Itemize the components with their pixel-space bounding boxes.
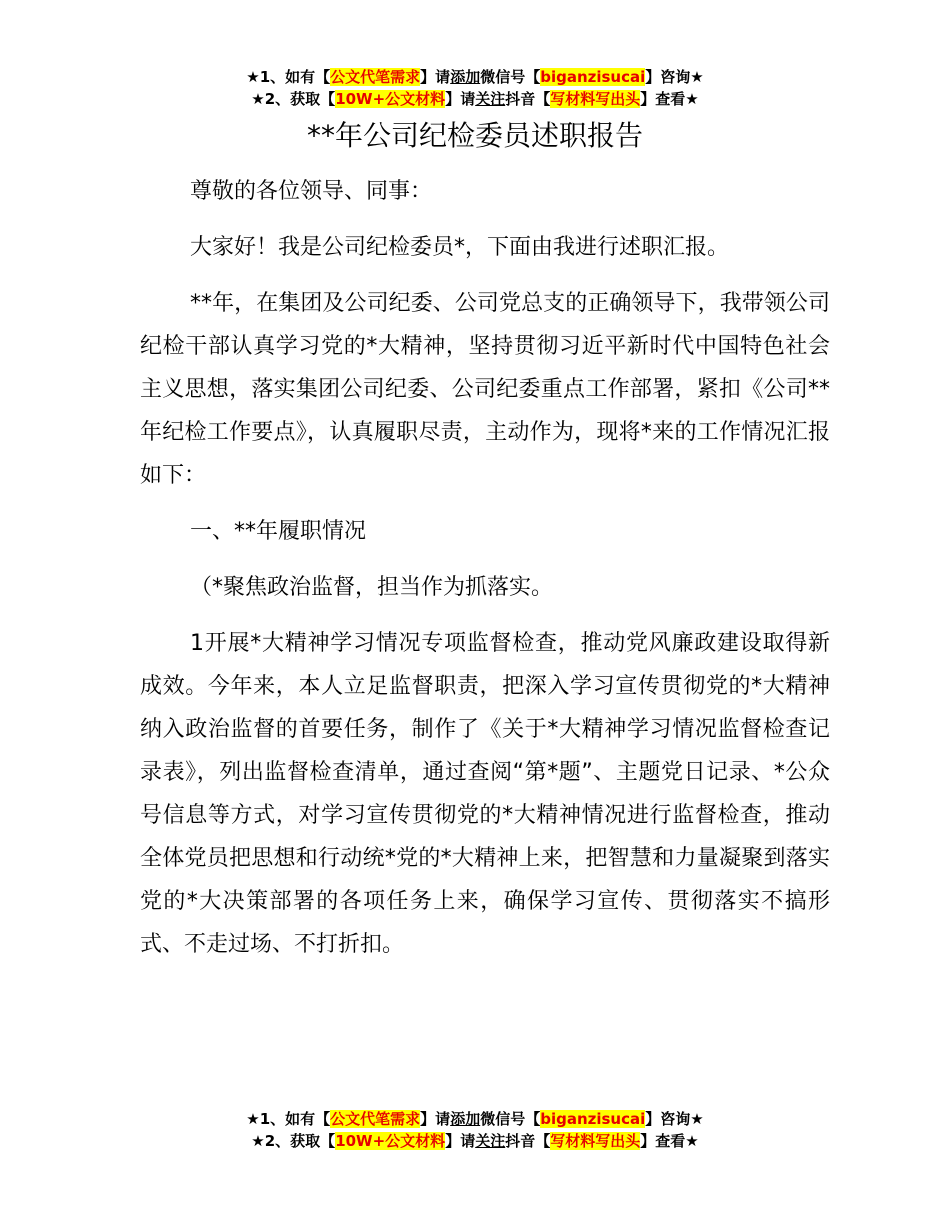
banner-text: 】请 (420, 1110, 451, 1128)
subsection-heading: （*聚焦政治监督，担当作为抓落实。 (190, 575, 554, 600)
banner-text: 微信号【 (480, 1110, 541, 1128)
banner-line-1 (0, 1108, 950, 1130)
intro-paragraph: **年，在集团及公司纪委、公司党总支的正确领导下，我带领公司纪检干部认真学习党的*大精神，坚持贯彻习近平新时代中国特色社会主义思想，落实集团公司纪委、公司纪委重点工作部署，紧扣《公司**年纪检工作要点》，认真履职尽责，主动作为，现将*来的工作情况汇报如下： (140, 291, 830, 488)
banner-text: ★2、获取【 (251, 90, 336, 108)
banner-underlined-text: 关注 (475, 90, 506, 108)
banner-line-2 (0, 88, 950, 110)
document-body (140, 170, 830, 979)
top-banner (0, 66, 950, 110)
banner-text: ★2、获取【 (251, 1132, 336, 1150)
banner-highlight: 公文代笔需求 (330, 68, 421, 86)
greeting-paragraph: 大家好！我是公司纪检委员*，下面由我进行述职汇报。 (190, 235, 730, 260)
banner-underlined-text: 关注 (475, 1132, 506, 1150)
section-heading: 一、**年履职情况 (190, 519, 367, 544)
banner-highlight: 10W+公文材料 (335, 90, 446, 108)
bottom-banner (0, 1108, 950, 1152)
banner-highlight: biganzisucai (540, 68, 646, 86)
banner-text: ★1、如有【 (246, 68, 331, 86)
banner-line-2 (0, 1130, 950, 1152)
banner-text: 】查看★ (640, 90, 699, 108)
banner-text: 微信号【 (480, 68, 541, 86)
banner-highlight: 写材料写出头 (550, 90, 641, 108)
banner-text: 】请 (445, 90, 476, 108)
banner-highlight: 公文代笔需求 (330, 1110, 421, 1128)
document-title: **年公司纪检委员述职报告 (306, 119, 643, 152)
banner-text: 】咨询★ (645, 1110, 704, 1128)
banner-text: 】请 (445, 1132, 476, 1150)
body-paragraph: 1开展*大精神学习情况专项监督检查，推动党风廉政建设取得新成效。今年来，本人立足监督职责，把深入学习宣传贯彻党的*大精神纳入政治监督的首要任务，制作了《关于*大精神学习情况监督检查记录表》，列出监督检查清单，通过查阅“第*题”、主题党日记录、*公众号信息等方式，对学习宣传贯彻党的*大精神情况进行监督检查，推动全体党员把思想和行动统*党的*大精神上来，把智慧和力量凝聚到落实党的*大决策部署的各项任务上来，确保学习宣传、贯彻落实不搞形式、不走过场、不打折扣。 (140, 631, 830, 957)
banner-text: 抖音【 (505, 1132, 551, 1150)
banner-text: 】请 (420, 68, 451, 86)
banner-text: 】咨询★ (645, 68, 704, 86)
salutation: 尊敬的各位领导、同事： (190, 179, 433, 204)
banner-line-1 (0, 66, 950, 88)
banner-underlined-text: 添加 (450, 68, 481, 86)
banner-underlined-text: 添加 (450, 1110, 481, 1128)
banner-text: 】查看★ (640, 1132, 699, 1150)
banner-highlight: biganzisucai (540, 1110, 646, 1128)
banner-text: ★1、如有【 (246, 1110, 331, 1128)
banner-text: 抖音【 (505, 90, 551, 108)
banner-highlight: 写材料写出头 (550, 1132, 641, 1150)
banner-highlight: 10W+公文材料 (335, 1132, 446, 1150)
